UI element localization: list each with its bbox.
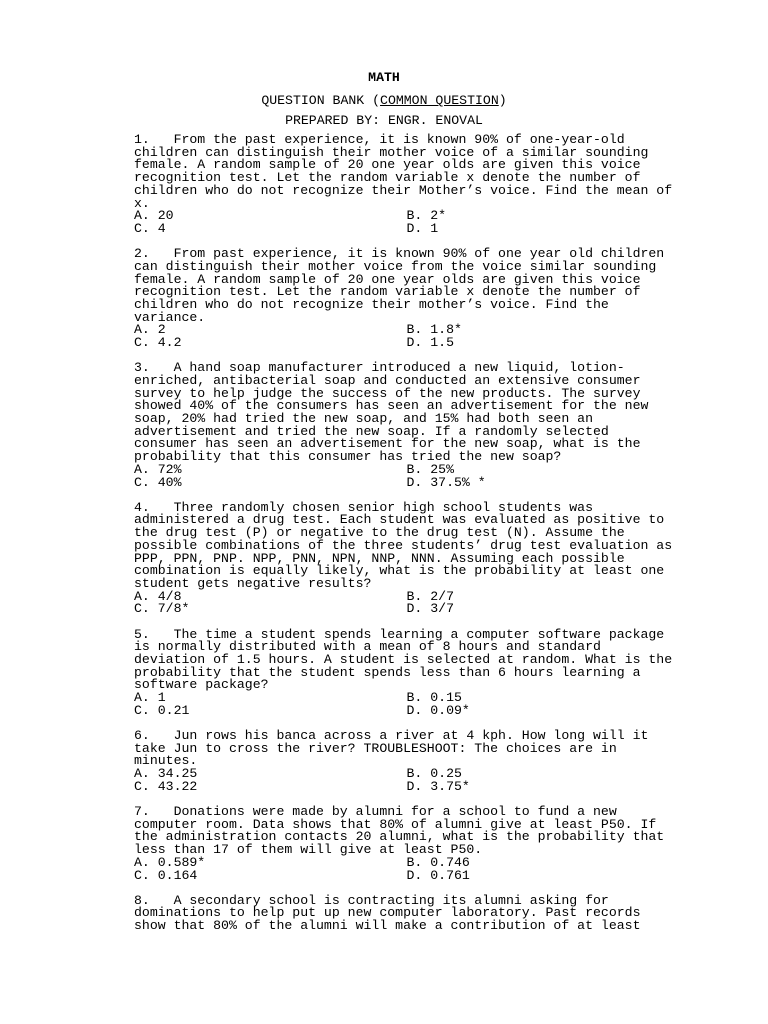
question-5 bbox=[134, 626, 681, 718]
choice-b: B. 0.746 bbox=[406, 854, 470, 870]
choice-c: C. 7/8* bbox=[134, 601, 190, 617]
choice-d: D. 0.09* bbox=[406, 702, 470, 718]
question-8 bbox=[134, 892, 679, 934]
choice-b: B. 25% bbox=[406, 461, 454, 477]
question-text: 6. Jun rows his banca across a river at 4 kph. How long will it take Jun to cross the river? TROUBLESHOOT: The choices are in minutes. bbox=[134, 728, 657, 769]
question-text: 2. From past experience, it is known 90% of one year old children can distinguish their mother voice from the voice similar sounding female. A random sample of 20 one year olds are given this voice recognition test. Let the random variable x denote the number of children who do not recognize their mother’s voice. Find the variance. bbox=[134, 246, 673, 325]
choice-d: D. 0.761 bbox=[406, 867, 470, 883]
question-text: 5. The time a student spends learning a computer software package is normally distributed with a mean of 8 hours and standard deviation of 1.5 hours. A student is selected at random. What is the probability that the student spends less than 6 hours learning a software package? bbox=[134, 626, 681, 693]
choice-b: B. 0.15 bbox=[406, 690, 462, 706]
subtitle-suffix: ) bbox=[498, 93, 507, 108]
choice-c: C. 4.2 bbox=[134, 335, 182, 351]
choice-a: A. 1 bbox=[134, 690, 166, 706]
choices bbox=[134, 692, 679, 717]
choice-c: C. 4 bbox=[134, 220, 166, 236]
choices bbox=[134, 210, 679, 235]
choice-c: C. 0.21 bbox=[134, 702, 190, 718]
prepared-by: PREPARED BY: ENGR. ENOVAL bbox=[285, 113, 483, 128]
choices bbox=[134, 324, 679, 349]
choices bbox=[134, 588, 679, 617]
choice-d: D. 37.5% * bbox=[406, 474, 486, 490]
question-text: 3. A hand soap manufacturer introduced a new liquid, lotion-enriched, antibacterial soap and conducted an extensive consumer survey to help judge the success of the new products. The survey showed 40% of the consumers has seen an advertisement for the new soap, 20% had tried the new soap, and 15% had both seen an advertisement and tried the new soap. If a randomly selected consumer has seen an advertisement for the new soap, what is the probability that this consumer has tried the new soap? bbox=[134, 360, 657, 465]
choice-c: C. 43.22 bbox=[134, 778, 198, 794]
question-4 bbox=[134, 499, 681, 617]
question-list bbox=[134, 134, 679, 945]
choice-c: C. 0.164 bbox=[134, 867, 198, 883]
question-text: 1. From the past experience, it is known 90% of one-year-old children can distinguish their mother voice of a similar sounding female. A random sample of 20 one year olds are given this voice recognition test. Let the random variable x denote the number of children who do not recognize their Mother’s voice. Find the mean of x. bbox=[134, 132, 681, 211]
choice-a: A. 4/8 bbox=[134, 588, 182, 604]
choice-d: D. 3.75* bbox=[406, 778, 470, 794]
choice-b: B. 0.25 bbox=[406, 766, 462, 782]
choice-b: B. 1.8* bbox=[406, 322, 462, 338]
choice-c: C. 40% bbox=[134, 474, 182, 490]
choice-a: A. 20 bbox=[134, 208, 174, 224]
question-text: 4. Three randomly chosen senior high school students was administered a drug test. Each student was evaluated as positive to the drug test (P) or negative to the drug test (N). Assume the possible combinations of the three students’ drug test evaluation as PPP, PPN, PNP. NPP, PNN, NPN, NNP, NNN. Assuming each possible combination is equally likely, what is the probability at least one student gets negative results? bbox=[134, 499, 681, 591]
choice-a: A. 72% bbox=[134, 461, 182, 477]
question-text: 7. Donations were made by alumni for a school to fund a new computer room. Data shows that 80% of alumni give at least P50. If the administration contacts 20 alumni, what is the probability that less than 17 of them will give at least P50. bbox=[134, 804, 673, 858]
choice-b: B. 2* bbox=[406, 208, 447, 224]
page-title: MATH bbox=[368, 70, 400, 85]
question-2 bbox=[134, 248, 679, 350]
choice-a: A. 2 bbox=[134, 322, 166, 338]
choice-d: D. 1.5 bbox=[406, 335, 454, 351]
choice-d: D. 3/7 bbox=[406, 601, 454, 617]
choice-a: A. 34.25 bbox=[134, 766, 198, 782]
choices bbox=[134, 768, 679, 793]
choices bbox=[134, 461, 679, 490]
subtitle-underlined: COMMON QUESTION bbox=[380, 93, 499, 108]
question-text: 8. A secondary school is contracting its alumni asking for dominations to help put up new computer laboratory. Past records show that 80% of the alumni will make a contribution of at least bbox=[134, 892, 649, 934]
subtitle-prefix: QUESTION BANK ( bbox=[261, 93, 381, 108]
question-3 bbox=[134, 362, 679, 489]
choices bbox=[134, 854, 679, 883]
question-7 bbox=[134, 806, 679, 882]
question-1 bbox=[134, 134, 679, 236]
choice-d: D. 1 bbox=[406, 220, 439, 236]
choice-b: B. 2/7 bbox=[406, 588, 454, 604]
page-subtitle bbox=[0, 93, 768, 109]
choice-a: A. 0.589* bbox=[134, 854, 206, 870]
question-6 bbox=[134, 730, 679, 794]
